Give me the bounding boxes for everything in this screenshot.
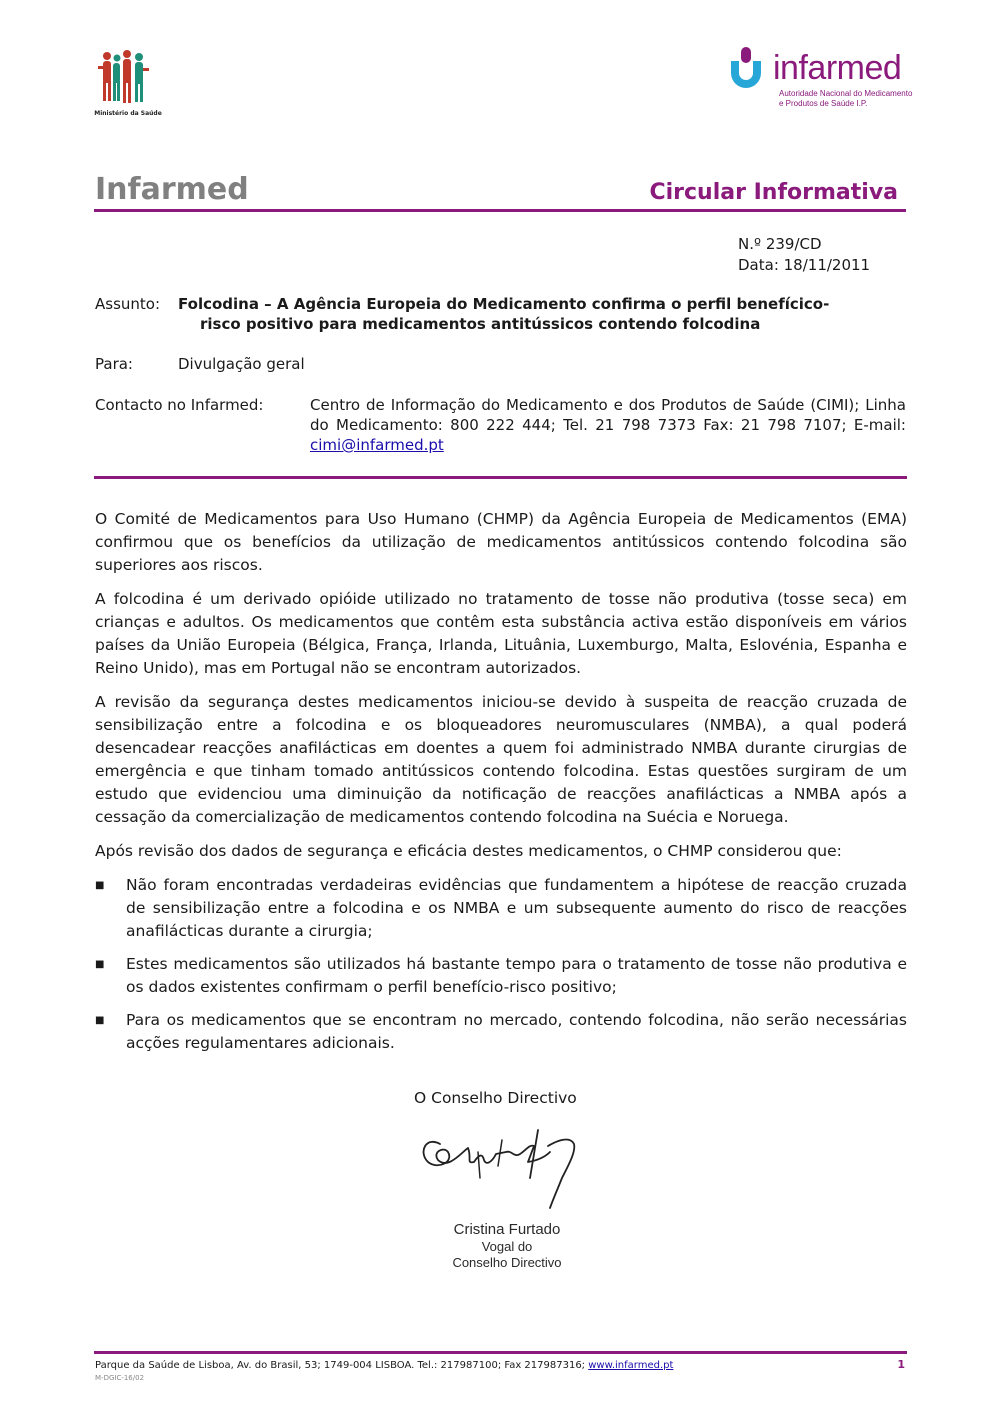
paragraph-1: O Comité de Medicamentos para Uso Humano (CHMP) da Agência Europeia de Medicamentos (EMA) confirmou que os benefícios da utilização de medicamentos antitússicos contendo folcodina são superiores aos riscos.	[95, 510, 907, 574]
signer-stamp	[432, 1220, 582, 1271]
subject-line-2: risco positivo para medicamentos antitússicos contendo folcodina	[200, 315, 761, 333]
circular-date: Data: 18/11/2011	[738, 256, 871, 274]
list-item	[95, 1009, 907, 1055]
document-type-title: Circular Informativa	[649, 180, 898, 205]
paragraph-2: A folcodina é um derivado opióide utilizado no tratamento de tosse não produtiva (tosse seca) em crianças e adultos. Os medicamentos que contêm esta substância activa estão disponíveis em vários países da União Europeia (Bélgica, França, Irlanda, Lituânia, Luxemburgo, Malta, Eslovénia, Espanha e Reino Unido), mas em Portugal não se encontram autorizados.	[95, 590, 907, 677]
document-body	[95, 508, 907, 1065]
handwritten-signature	[418, 1122, 588, 1212]
signer-role-line-2: Conselho Directivo	[452, 1255, 562, 1270]
footer-divider	[94, 1351, 907, 1354]
circular-number: N.º 239/CD	[738, 235, 822, 253]
contact-email-link[interactable]: cimi@infarmed.pt	[310, 436, 444, 454]
signer-name: Cristina Furtado	[453, 1221, 561, 1238]
recipient-label: Para:	[95, 355, 133, 373]
header-divider	[94, 476, 907, 479]
signing-body: O Conselho Directivo	[414, 1089, 577, 1107]
ministry-caption: Ministério da Saúde	[94, 110, 162, 117]
organization-title: Infarmed	[95, 172, 249, 207]
footer-website-link[interactable]: www.infarmed.pt	[588, 1360, 674, 1371]
contact-details	[310, 395, 906, 455]
document-title-row	[94, 172, 906, 212]
ministry-of-health-logo	[93, 48, 159, 118]
footer-address	[95, 1360, 673, 1371]
conclusions-list	[95, 874, 907, 1055]
list-item	[95, 953, 907, 999]
paragraph-3: A revisão da segurança destes medicamentos iniciou-se devido à suspeita de reacção cruzada de sensibilização entre a folcodina e os bloqueadores neuromusculares (NMBA), a qual poderá desencadear reacções anafilácticas em doentes a quem foi administrado NMBA durante cirurgias de emergência e que tinham tomado antitússicos contendo folcodina. Estas questões surgiram de um estudo que evidenciou uma diminuição da notificação de reacções anafilácticas a NMBA após a cessação da comercialização de medicamentos contendo folcodina na Suécia e Noruega.	[95, 693, 907, 826]
infarmed-mark-icon	[727, 47, 771, 91]
infarmed-wordmark: infarmed	[773, 49, 902, 87]
list-item-text: Não foram encontradas verdadeiras evidências que fundamentem a hipótese de reacção cruzada de sensibilização entre a folcodina e os NMBA e um subsequente aumento do risco de reacções anafilácticas durante a cirurgia;	[126, 876, 907, 940]
list-item-text: Para os medicamentos que se encontram no mercado, contendo folcodina, não serão necessárias acções regulamentares adicionais.	[126, 1011, 907, 1052]
subject-line-1: Folcodina – A Agência Europeia do Medicamento confirma o perfil benefícico-	[178, 295, 830, 313]
infarmed-logo	[727, 47, 927, 117]
infarmed-subtitle: Autoridade Nacional do Medicamento e Produtos de Saúde I.P.	[779, 89, 913, 108]
contact-label: Contacto no Infarmed:	[95, 396, 264, 414]
signer-role-line-1: Vogal do	[481, 1239, 533, 1254]
recipient-value: Divulgação geral	[178, 355, 305, 373]
list-item	[95, 874, 907, 943]
bullet-icon: ■	[95, 880, 105, 891]
subject-text	[178, 294, 906, 334]
list-item-text: Estes medicamentos são utilizados há bastante tempo para o tratamento de tosse não produtiva e os dados existentes confirmam o perfil benefício-risco positivo;	[126, 955, 907, 996]
bullet-icon: ■	[95, 959, 105, 970]
page-number: 1	[897, 1358, 905, 1371]
subject-label: Assunto:	[95, 295, 161, 313]
reference-block	[738, 234, 870, 276]
form-code: M-DGIC-16/02	[95, 1374, 145, 1382]
bullet-icon: ■	[95, 1015, 105, 1026]
paragraph-4: Após revisão dos dados de segurança e eficácia destes medicamentos, o CHMP considerou que:	[95, 842, 842, 860]
contact-text: Centro de Informação do Medicamento e dos Produtos de Saúde (CIMI); Linha do Medicamento: 800 222 444; Tel. 21 798 7373 Fax: 21 798 7107; E-mail:	[310, 396, 906, 434]
footer-address-text: Parque da Saúde de Lisboa, Av. do Brasil, 53; 1749-004 LISBOA. Tel.: 217987100; Fax 217987316;	[95, 1360, 589, 1371]
